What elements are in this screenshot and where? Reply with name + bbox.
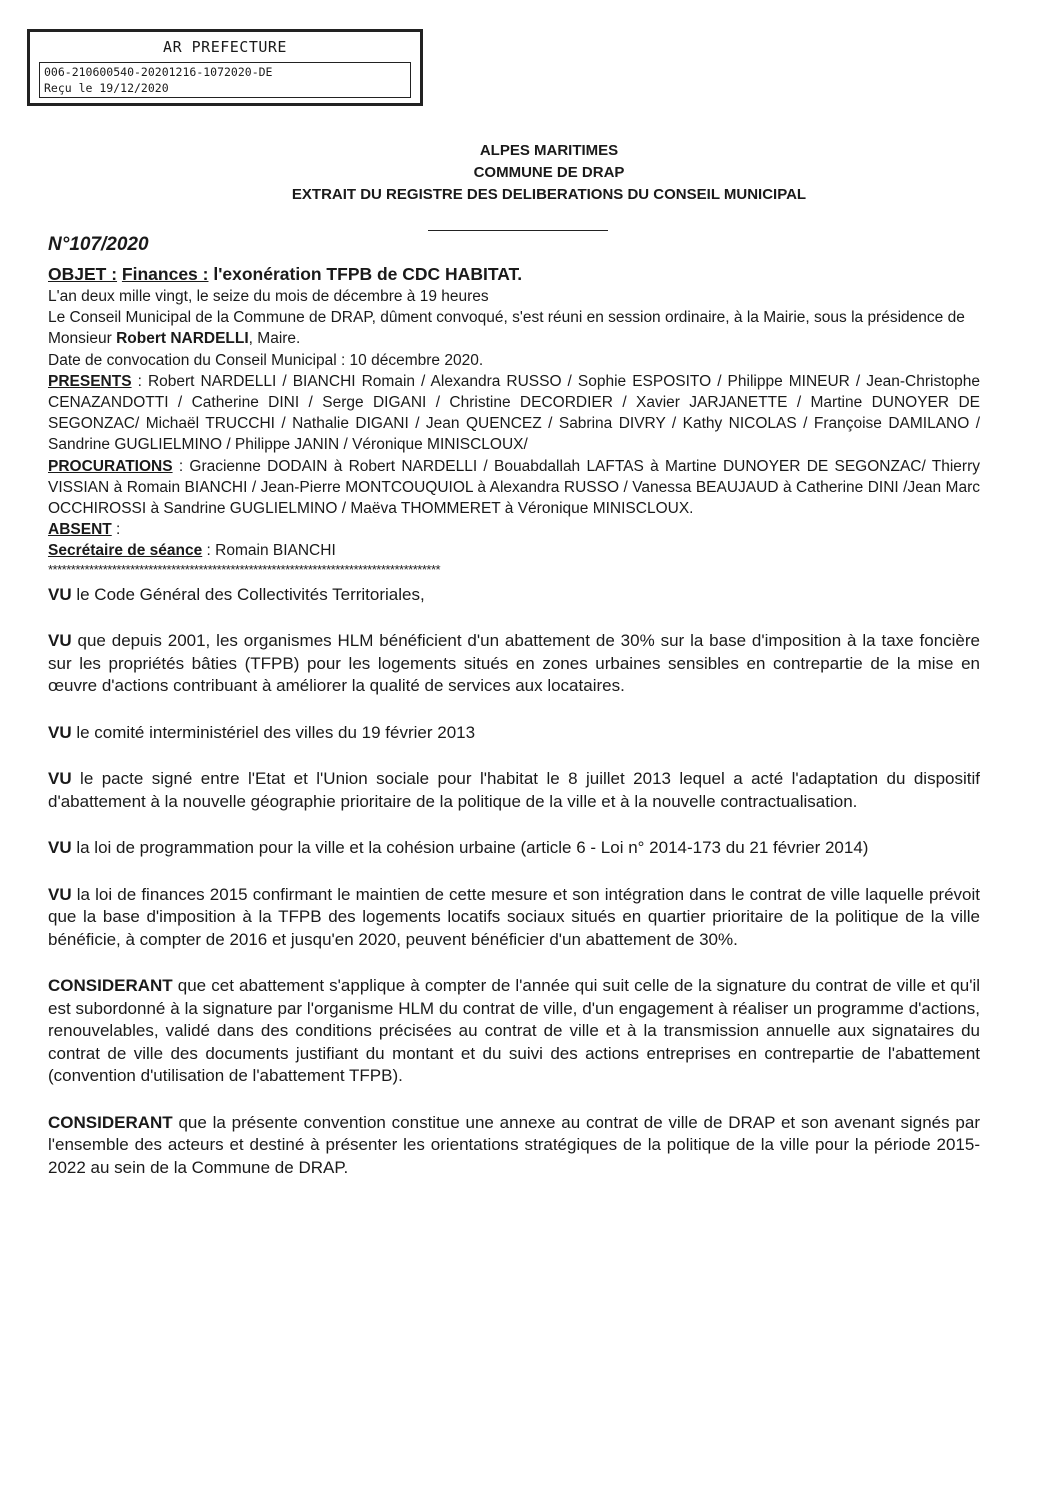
stamp-reference-box bbox=[39, 62, 411, 98]
header-commune: COMMUNE DE DRAP bbox=[473, 164, 625, 181]
secretaire-line bbox=[48, 540, 980, 561]
president-name: Robert NARDELLI bbox=[116, 330, 249, 348]
paragraph-lead: VU bbox=[48, 769, 72, 789]
secretaire-name: : Romain BIANCHI bbox=[202, 542, 336, 560]
absent-line bbox=[48, 519, 980, 540]
document-header bbox=[0, 140, 1058, 206]
paragraph-lead: CONSIDERANT bbox=[48, 1112, 173, 1132]
paragraph-vu-loi-finances bbox=[48, 884, 980, 952]
paragraph-text: que depuis 2001, les organismes HLM bénéficient d'un abattement de 30% sur la base d'imposition à la taxe foncière sur les propriétés bâties (TFPB) pour les logements situés en zones urbaines sensibles en contrepartie de la mise en œuvre d'actions contribuant à améliorer la qualité de services aux locataires. bbox=[48, 631, 980, 696]
stamp-reference: 006-210600540-20201216-1072020-DE bbox=[44, 65, 273, 79]
prefecture-stamp bbox=[27, 29, 423, 106]
intro-session-text: Le Conseil Municipal de la Commune de DRAP, dûment convoqué, s'est réuni en session ordinaire, à la Mairie, sous la présidence de Monsieur bbox=[48, 309, 965, 348]
presents-label: PRESENTS bbox=[48, 372, 132, 390]
paragraph-lead: CONSIDERANT bbox=[48, 976, 173, 996]
procurations-label: PROCURATIONS bbox=[48, 457, 173, 475]
paragraph-text: que la présente convention constitue une annexe au contrat de ville de DRAP et son avenant signés par l'ensemble des acteurs et destiné à présenter les orientations stratégiques de la politique de la ville pour la période 2015-2022 au sein de la Commune de DRAP. bbox=[48, 1112, 980, 1177]
paragraph-text: la loi de finances 2015 confirmant le maintien de cette mesure et son intégration dans le contrat de ville laquelle prévoit que la base d'imposition à la TFPB des logements locatifs sociaux situés en quartier prioritaire de la politique de la ville bénéficie, à compter de 2016 et jusqu'en 2020, peuvent bénéficier d'un abattement de 30%. bbox=[48, 884, 980, 949]
paragraph-vu-comite bbox=[48, 722, 980, 745]
procurations-list: : Gracienne DODAIN à Robert NARDELLI / Bouabdallah LAFTAS à Martine DUNOYER DE SEGONZAC/ Thierry VISSIAN à Romain BIANCHI / Jean-Pierre MONTCOUQUIOL à Alexandra RUSSO / Vanessa BEAUJAUD à Catherine DINI /Jean Marc OCCHIROSSI à Sandrine GUGLIELMINO / Maëva THOMMERET à Véronique MINISCLOUX. bbox=[48, 457, 980, 518]
document-body bbox=[48, 262, 980, 1179]
intro-date-line: L'an deux mille vingt, le seize du mois de décembre à 19 heures bbox=[48, 288, 489, 305]
paragraph-considerant-abattement bbox=[48, 975, 980, 1088]
intro-session bbox=[48, 307, 980, 349]
objet-category: Finances : bbox=[121, 264, 209, 284]
objet-line bbox=[48, 262, 980, 286]
procurations-block bbox=[48, 456, 980, 520]
separator-line: ************************************************************************************** bbox=[48, 561, 441, 577]
paragraph-lead: VU bbox=[48, 884, 72, 904]
deliberation-number: N°107/2020 bbox=[48, 234, 149, 255]
stamp-title: AR PREFECTURE bbox=[163, 38, 287, 56]
paragraph-lead: VU bbox=[48, 838, 72, 858]
header-register-title: EXTRAIT DU REGISTRE DES DELIBERATIONS DU CONSEIL MUNICIPAL bbox=[291, 186, 807, 203]
intro-session-end: , Maire. bbox=[248, 330, 301, 348]
paragraph-text: le Code Général des Collectivités Territoriales, bbox=[71, 584, 425, 604]
objet-title: l'exonération TFPB de CDC HABITAT. bbox=[213, 264, 523, 284]
header-department: ALPES MARITIMES bbox=[479, 142, 619, 159]
absent-label: ABSENT bbox=[48, 521, 112, 539]
stamp-received-date: Reçu le 19/12/2020 bbox=[44, 81, 169, 95]
paragraph-vu-cgct bbox=[48, 584, 980, 607]
paragraph-vu-loi-programmation bbox=[48, 837, 980, 860]
paragraph-text: que cet abattement s'applique à compter de l'année qui suit celle de la signature du contrat de ville et qu'il est subordonné à la signature par l'organisme HLM du contrat de ville, d'un engagement à réaliser un programme d'actions, renouvelables, validé dans des conditions précisées au contrat de ville et à la transmission annuelle aux signataires du contrat de ville des documents justifiant du montant et du suivi des actions entreprises en contrepartie de l'abattement (convention d'utilisation de l'abattement TFPB). bbox=[48, 976, 980, 1086]
presents-block bbox=[48, 371, 980, 456]
secretaire-label: Secrétaire de séance bbox=[48, 542, 203, 560]
paragraph-considerant-convention bbox=[48, 1112, 980, 1180]
paragraph-vu-hlm bbox=[48, 630, 980, 698]
paragraph-lead: VU bbox=[48, 722, 72, 742]
header-divider bbox=[428, 230, 608, 231]
convocation-date: Date de convocation du Conseil Municipal : 10 décembre 2020. bbox=[48, 351, 484, 369]
absent-text: : bbox=[111, 521, 121, 539]
paragraph-lead: VU bbox=[48, 631, 72, 651]
paragraph-lead: VU bbox=[48, 584, 72, 604]
presents-list: : Robert NARDELLI / BIANCHI Romain / Alexandra RUSSO / Sophie ESPOSITO / Philippe MINEUR / Jean-Christophe CENAZANDOTTI / Catherine DINI / Serge DIGANI / Christine DECORDIER / Xavier JARJANETTE / Martine DUNOYER DE SEGONZAC/ Michaël TRUCCHI / Nathalie DIGANI / Jean QUENCEZ / Sabrina DIVRY / Kathy NICOLAS / Françoise DAMILANO / Sandrine GUGLIELMINO / Philippe JANIN / Véronique MINISCLOUX/ bbox=[48, 372, 980, 454]
paragraph-vu-pacte bbox=[48, 768, 980, 813]
paragraph-text: le pacte signé entre l'Etat et l'Union sociale pour l'habitat le 8 juillet 2013 lequel a acté l'adaptation du dispositif d'abattement à la nouvelle géographie prioritaire de la politique de la ville et à la nouvelle contractualisation. bbox=[48, 769, 980, 811]
paragraph-text: le comité interministériel des villes du 19 février 2013 bbox=[71, 722, 476, 742]
objet-label: OBJET : bbox=[48, 264, 118, 284]
paragraph-text: la loi de programmation pour la ville et la cohésion urbaine (article 6 - Loi n° 2014-173 du 21 février 2014) bbox=[71, 838, 869, 858]
